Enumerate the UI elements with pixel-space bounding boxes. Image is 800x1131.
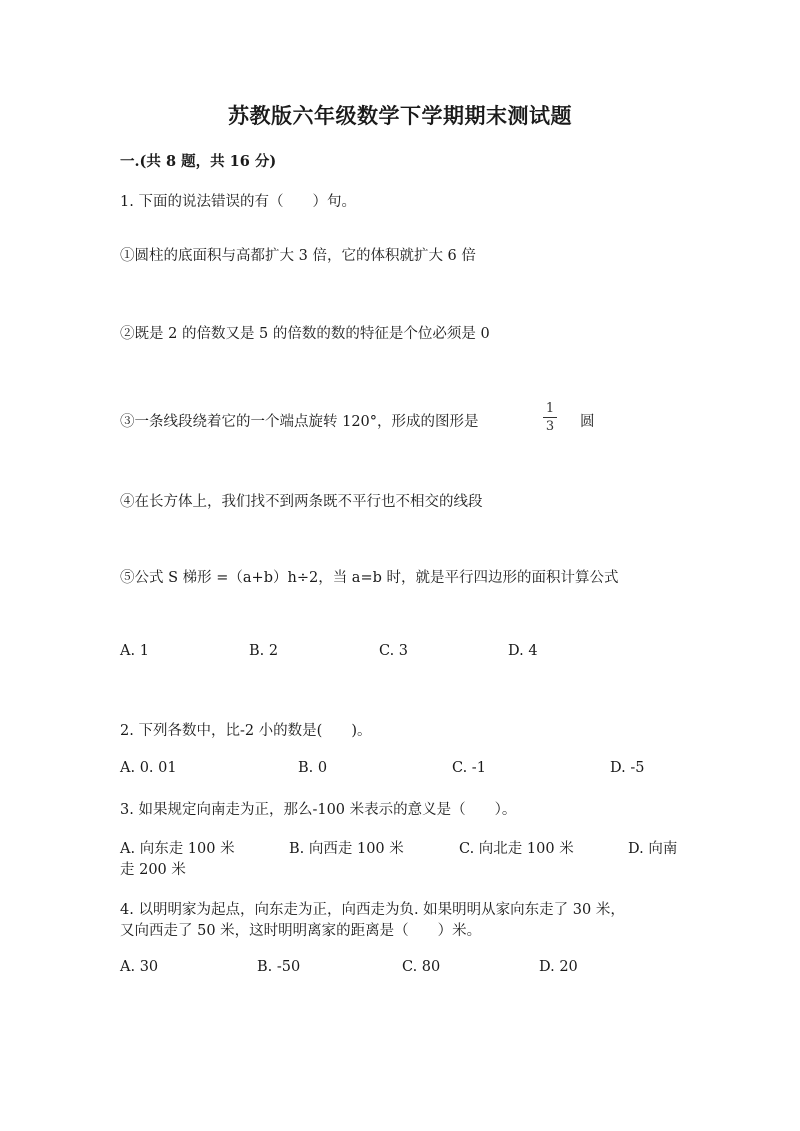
q1-option-a[interactable]: A. 1 xyxy=(120,643,149,659)
q1-option-b[interactable]: B. 2 xyxy=(249,643,279,659)
page-title: 苏教版六年级数学下学期期末测试题 xyxy=(228,103,572,128)
q2-option-a[interactable]: A. 0. 01 xyxy=(120,760,177,776)
q2-option-d[interactable]: D. -5 xyxy=(610,760,645,776)
question-3-stem: 3. 如果规定向南走为正，那么-100 米表示的意义是（ ）。 xyxy=(120,802,517,818)
question-2-stem: 2. 下列各数中，比-2 小的数是( )。 xyxy=(120,723,372,739)
question-4-stem-line-1: 4. 以明明家为起点，向东走为正，向西走为负. 如果明明从家向东走了 30 米， xyxy=(120,902,625,918)
q3-option-c[interactable]: C. 向北走 100 米 xyxy=(459,841,574,857)
q4-option-d[interactable]: D. 20 xyxy=(539,959,578,975)
statement-3-suffix: 圆 xyxy=(580,414,595,430)
question-1-statement-4: ④在长方体上，我们找不到两条既不平行也不相交的线段 xyxy=(120,494,483,510)
q3-option-b[interactable]: B. 向西走 100 米 xyxy=(289,841,404,857)
question-4-stem-line-2: 又向西走了 50 米，这时明明离家的距离是（ ）米。 xyxy=(120,923,482,939)
question-1-stem: 1. 下面的说法错误的有（ ）句。 xyxy=(120,194,356,210)
q4-option-a[interactable]: A. 30 xyxy=(120,959,159,975)
question-1-statement-2: ②既是 2 的倍数又是 5 的倍数的数的特征是个位必须是 0 xyxy=(120,326,490,342)
q3-option-d-continued: 走 200 米 xyxy=(120,862,186,878)
question-1-statement-5: ⑤公式 S 梯形 =（a+b）h÷2，当 a=b 时，就是平行四边形的面积计算公式 xyxy=(120,570,619,586)
fraction-numerator: 1 xyxy=(545,401,555,416)
q4-option-b[interactable]: B. -50 xyxy=(257,959,301,975)
q1-option-d[interactable]: D. 4 xyxy=(508,643,538,659)
statement-3-text: ③一条线段绕着它的一个端点旋转 120°，形成的图形是 xyxy=(120,414,479,430)
q3-option-d[interactable]: D. 向南 xyxy=(628,841,678,857)
fraction-one-third xyxy=(543,401,557,434)
fraction-bar xyxy=(543,417,557,418)
q2-option-b[interactable]: B. 0 xyxy=(298,760,328,776)
q1-option-c[interactable]: C. 3 xyxy=(379,643,409,659)
fraction-denominator: 3 xyxy=(545,419,555,434)
q3-option-a[interactable]: A. 向东走 100 米 xyxy=(120,841,235,857)
question-1-statement-3 xyxy=(120,410,479,431)
q4-option-c[interactable]: C. 80 xyxy=(402,959,441,975)
section-heading: 一.(共 8 题，共 16 分) xyxy=(120,153,277,170)
question-1-statement-1: ①圆柱的底面积与高都扩大 3 倍，它的体积就扩大 6 倍 xyxy=(120,248,476,264)
q2-option-c[interactable]: C. -1 xyxy=(452,760,486,776)
